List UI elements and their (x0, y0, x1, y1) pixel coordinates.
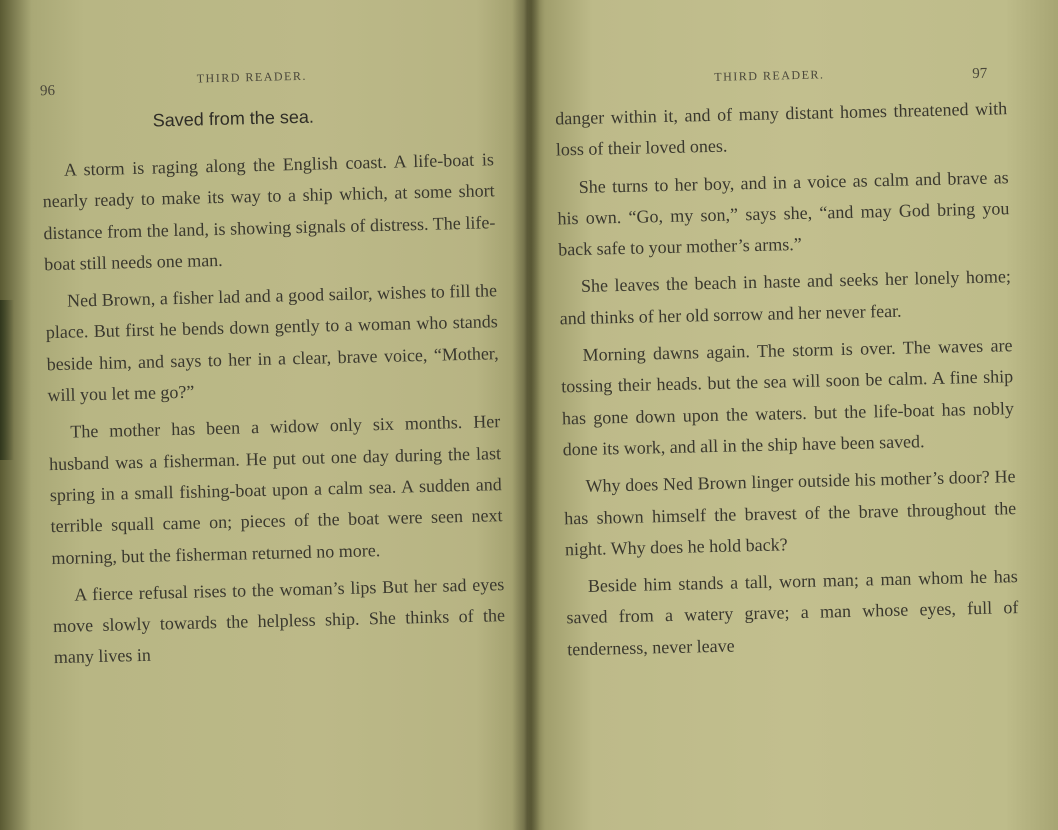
page-number: 96 (39, 82, 56, 100)
paragraph: Morning dawns again. The storm is over. The waves are tossing their heads. but the sea will soon be calm. A fine ship has gone down upon the waters. but the life-boat has nobly done its work, and all in the ship have been saved. (561, 335, 1015, 460)
body-text (555, 93, 1020, 671)
paragraph: A fierce refusal rises to the woman’s lips But her sad eyes move slowly towards the helpless ship. She thinks of the many lives in (52, 573, 506, 668)
paragraph: A storm is raging along the English coast. A life-boat is nearly ready to make its way to a ship which, at some short distance from the land, is showing signals of distress. The life-boat still needs one man. (42, 149, 496, 275)
page-number: 97 (972, 65, 988, 83)
paragraph: She turns to her boy, and in a voice as calm and brave as his own. “Go, my son,” says she, “and may God bring you back safe to your mother’s arms.” (557, 166, 1010, 260)
right-page (531, 0, 1058, 830)
paragraph: Why does Ned Brown linger outside his mother’s door? He has shown himself the bravest of the brave throughout the night. Why does he hold back? (564, 466, 1017, 560)
paragraph: The mother has been a widow only six months. Her husband was a fisherman. He put out one day during the last spring in a small fishing-boat upon a calm sea. A sudden and terrible squall came on; pieces of the boat were seen next morning, but the fisherman returned no more. (48, 411, 503, 568)
body-text (42, 144, 507, 680)
paragraph: Ned Brown, a fisher lad and a good sailor, wishes to fill the place. But first he bends down gently to a woman who stands beside him, and says to her in a clear, brave voice, “Mother, will you let me go?” (45, 280, 499, 406)
paragraph: Beside him stands a tall, worn man; a man whom he has saved from a watery grave; a man whose eyes, full of tenderness, never leave (566, 566, 1019, 660)
chapter-title: Saved from the sea. (152, 106, 315, 131)
paragraph: danger within it, and of many distant homes threatened with loss of their loved ones. (554, 98, 1008, 160)
paragraph: She leaves the beach in haste and seeks her lonely home; and thinks of her old sorrow and her never fear. (559, 266, 1012, 329)
running-head: THIRD READER. (714, 67, 825, 84)
running-head: THIRD READER. (196, 68, 308, 86)
